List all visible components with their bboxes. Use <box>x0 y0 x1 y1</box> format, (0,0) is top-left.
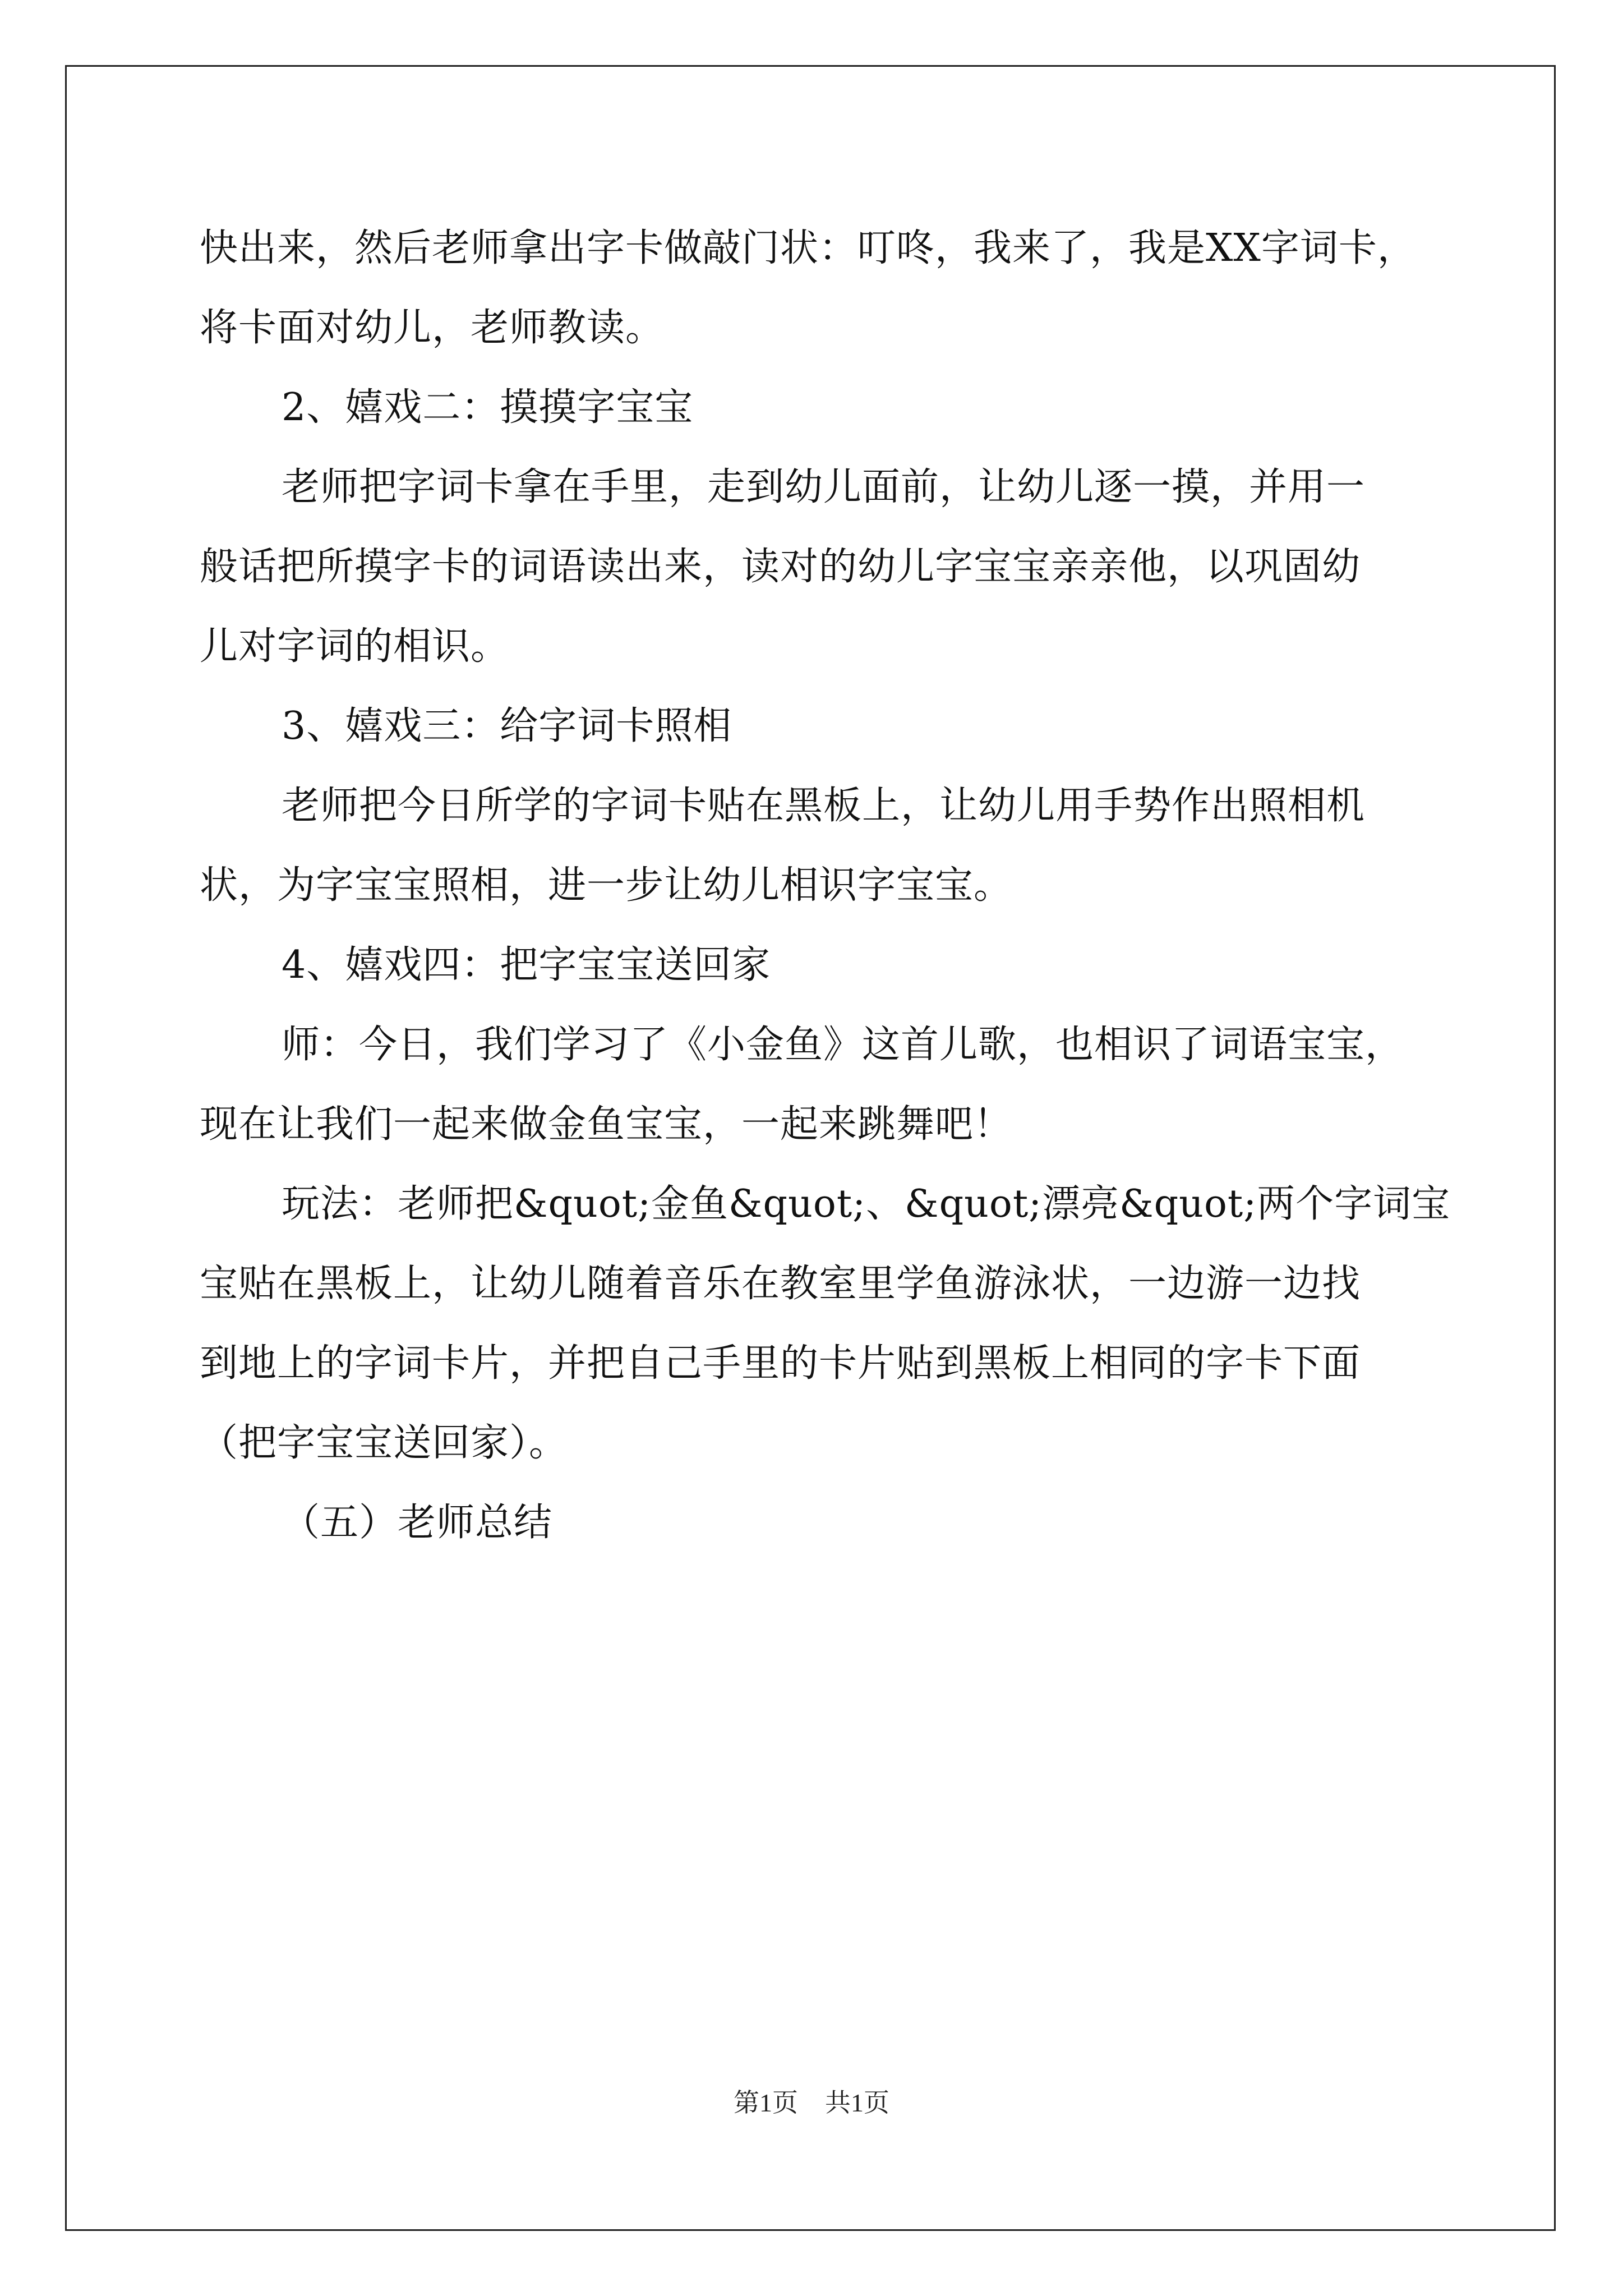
body-line: 老师把今日所学的字词卡贴在黑板上，让幼儿用手势作出照相机 <box>282 784 1366 828</box>
body-line: 般话把所摸字卡的词语读出来，读对的幼儿字宝宝亲亲他，以巩固幼 <box>200 545 1361 589</box>
page-footer <box>0 2082 1623 2119</box>
page-number: 第1页 <box>734 2088 798 2117</box>
body-line: 到地上的字词卡片，并把自己手里的卡片贴到黑板上相同的字卡下面 <box>200 1341 1361 1386</box>
section-heading: 2、嬉戏二：摸摸字宝宝 <box>282 385 694 430</box>
body-line: 现在让我们一起来做金鱼宝宝，一起来跳舞吧！ <box>200 1102 1013 1147</box>
body-line: 儿对字词的相识。 <box>200 624 510 669</box>
section-heading: 4、嬉戏四：把字宝宝送回家 <box>282 943 771 987</box>
page-total: 共1页 <box>825 2088 889 2117</box>
body-line: （把字宝宝送回家）。 <box>200 1421 568 1465</box>
document-body <box>200 209 1450 1563</box>
body-line: 宝贴在黑板上，让幼儿随着音乐在教室里学鱼游泳状，一边游一边找 <box>200 1262 1361 1306</box>
body-line: 师：今日，我们学习了《小金鱼》这首儿歌，也相识了词语宝宝， <box>282 1023 1404 1067</box>
section-heading: （五）老师总结 <box>282 1501 553 1545</box>
body-line: 老师把字词卡拿在手里，走到幼儿面前，让幼儿逐一摸，并用一 <box>282 465 1366 509</box>
body-line: 状，为字宝宝照相，进一步让幼儿相识字宝宝。 <box>200 863 1013 908</box>
body-line: 将卡面对幼儿，老师教读。 <box>200 306 665 350</box>
body-line: 玩法：老师把&quot;金鱼&quot;、&quot;漂亮&quot;两个字词宝 <box>282 1182 1451 1226</box>
body-line: 快出来，然后老师拿出字卡做敲门状：叮咚，我来了，我是XX字词卡， <box>200 226 1416 270</box>
section-heading: 3、嬉戏三：给字词卡照相 <box>282 704 732 748</box>
